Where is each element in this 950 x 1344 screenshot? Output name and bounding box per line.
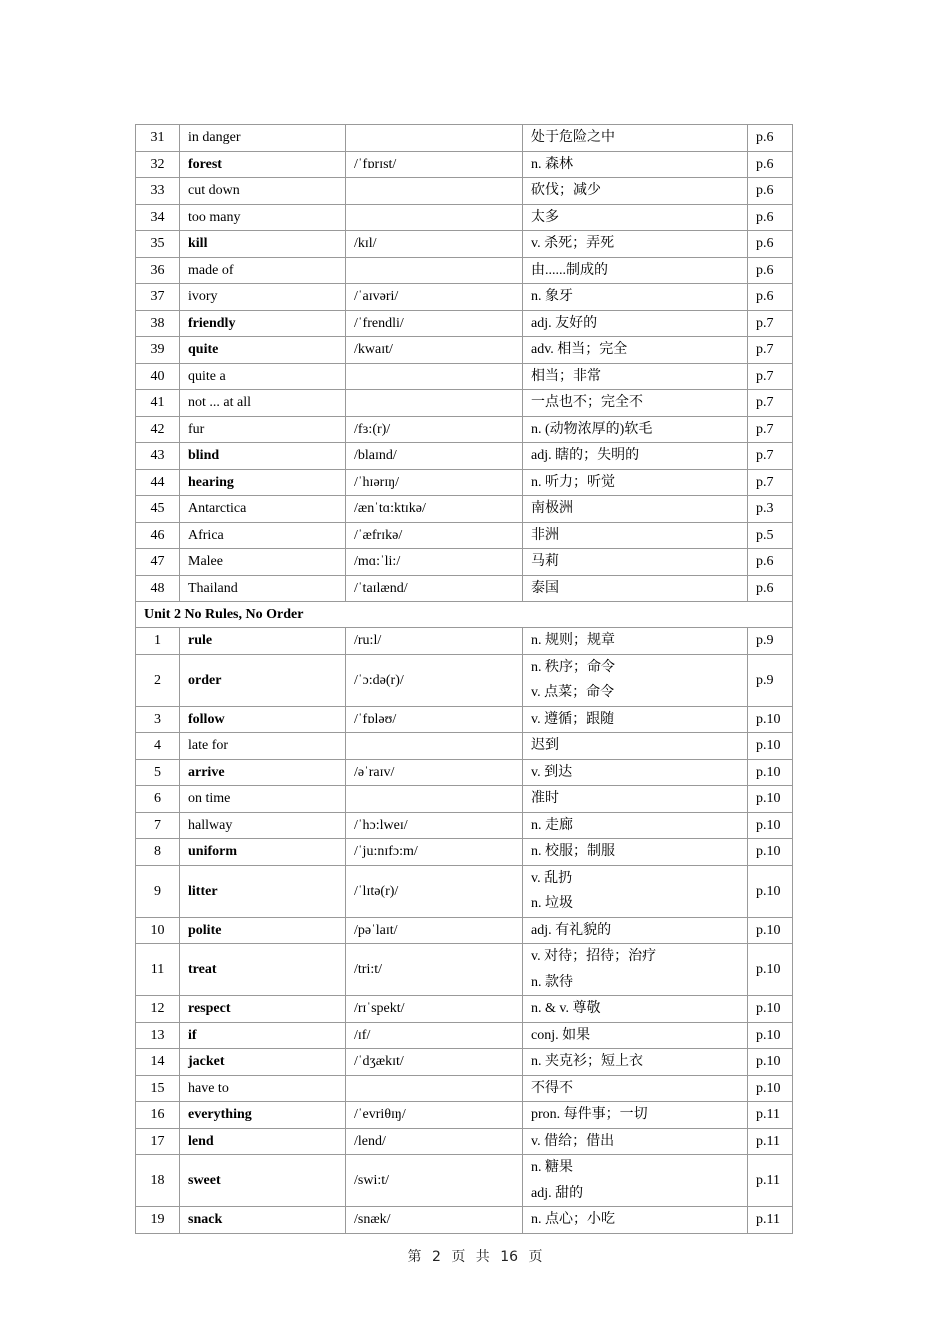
table-row bbox=[136, 944, 793, 996]
row-number: 6 bbox=[136, 786, 180, 813]
row-page-ref: p.11 bbox=[748, 1102, 793, 1129]
meaning-line: 相当；非常 bbox=[531, 368, 601, 384]
row-word: hearing bbox=[180, 469, 346, 496]
row-word: respect bbox=[180, 996, 346, 1023]
unit-header-section bbox=[136, 602, 793, 628]
row-word: too many bbox=[180, 204, 346, 231]
row-page-ref: p.11 bbox=[748, 1155, 793, 1207]
row-word: on time bbox=[180, 786, 346, 813]
row-page-ref: p.11 bbox=[748, 1207, 793, 1234]
meaning-line: 由......制成的 bbox=[531, 262, 608, 278]
meaning-line: v. 到达 bbox=[531, 764, 573, 780]
row-page-ref: p.10 bbox=[748, 759, 793, 786]
row-page-ref: p.10 bbox=[748, 1075, 793, 1102]
row-number: 1 bbox=[136, 628, 180, 655]
meaning-line: n. 走廊 bbox=[531, 817, 573, 833]
row-number: 40 bbox=[136, 363, 180, 390]
row-phonetic bbox=[346, 1075, 523, 1102]
row-page-ref: p.5 bbox=[748, 522, 793, 549]
row-number: 12 bbox=[136, 996, 180, 1023]
row-number: 9 bbox=[136, 865, 180, 917]
meaning-line: n. 校服；制服 bbox=[531, 844, 615, 859]
row-number: 38 bbox=[136, 310, 180, 337]
row-phonetic bbox=[346, 204, 523, 231]
meaning-line: n. 听力；听觉 bbox=[531, 474, 615, 490]
row-page-ref: p.7 bbox=[748, 443, 793, 470]
meaning-line: conj. 如果 bbox=[531, 1027, 591, 1043]
row-phonetic: /swi:t/ bbox=[346, 1155, 523, 1207]
row-meaning bbox=[523, 231, 748, 258]
meaning-line: 太多 bbox=[531, 209, 559, 225]
footer-total-pages: 16 bbox=[500, 1249, 519, 1265]
row-word: in danger bbox=[180, 125, 346, 152]
row-phonetic bbox=[346, 178, 523, 205]
row-meaning bbox=[523, 522, 748, 549]
row-number: 35 bbox=[136, 231, 180, 258]
row-meaning bbox=[523, 996, 748, 1023]
row-page-ref: p.6 bbox=[748, 204, 793, 231]
row-number: 5 bbox=[136, 759, 180, 786]
row-number: 11 bbox=[136, 944, 180, 996]
row-page-ref: p.10 bbox=[748, 812, 793, 839]
meaning-line: n. 点心；小吃 bbox=[531, 1212, 615, 1227]
table-row bbox=[136, 125, 793, 152]
row-phonetic: /tri:t/ bbox=[346, 944, 523, 996]
meaning-line: adv. 相当；完全 bbox=[531, 342, 628, 357]
table-row bbox=[136, 151, 793, 178]
row-meaning bbox=[523, 1155, 748, 1207]
row-meaning bbox=[523, 363, 748, 390]
table-row bbox=[136, 549, 793, 576]
row-phonetic: /ˈlɪtə(r)/ bbox=[346, 865, 523, 917]
row-word: have to bbox=[180, 1075, 346, 1102]
row-page-ref: p.11 bbox=[748, 1128, 793, 1155]
row-word: follow bbox=[180, 706, 346, 733]
table-row bbox=[136, 865, 793, 917]
row-meaning bbox=[523, 865, 748, 917]
row-number: 3 bbox=[136, 706, 180, 733]
meaning-line: 南极洲 bbox=[531, 501, 573, 516]
row-meaning bbox=[523, 1075, 748, 1102]
row-word: litter bbox=[180, 865, 346, 917]
meaning-line: pron. 每件事；一切 bbox=[531, 1107, 648, 1122]
meaning-line: adj. 友好的 bbox=[531, 315, 598, 331]
row-phonetic bbox=[346, 733, 523, 760]
footer-suffix: 页 bbox=[528, 1249, 543, 1265]
row-meaning bbox=[523, 337, 748, 364]
table-row bbox=[136, 839, 793, 866]
table-row bbox=[136, 1102, 793, 1129]
meaning-line: v. 对待；招待；治疗 bbox=[531, 949, 657, 964]
row-page-ref: p.6 bbox=[748, 178, 793, 205]
meaning-line: v. 借给；借出 bbox=[531, 1133, 615, 1149]
row-page-ref: p.10 bbox=[748, 944, 793, 996]
row-number: 32 bbox=[136, 151, 180, 178]
row-meaning bbox=[523, 178, 748, 205]
row-page-ref: p.10 bbox=[748, 865, 793, 917]
vocabulary-table bbox=[135, 124, 793, 1234]
row-page-ref: p.10 bbox=[748, 1049, 793, 1076]
meaning-line: 一点也不；完全不 bbox=[531, 395, 643, 410]
row-phonetic: /kɪl/ bbox=[346, 231, 523, 258]
row-meaning bbox=[523, 944, 748, 996]
row-number: 7 bbox=[136, 812, 180, 839]
row-phonetic bbox=[346, 786, 523, 813]
table-row bbox=[136, 231, 793, 258]
meaning-line: 准时 bbox=[531, 791, 559, 806]
row-word: jacket bbox=[180, 1049, 346, 1076]
vocab-rows-unit2 bbox=[136, 628, 793, 1234]
row-word: Africa bbox=[180, 522, 346, 549]
row-page-ref: p.10 bbox=[748, 917, 793, 944]
row-number: 46 bbox=[136, 522, 180, 549]
unit-title: Unit 2 No Rules, No Order bbox=[136, 602, 793, 628]
row-number: 4 bbox=[136, 733, 180, 760]
row-meaning bbox=[523, 284, 748, 311]
row-phonetic: /ɪf/ bbox=[346, 1022, 523, 1049]
row-word: arrive bbox=[180, 759, 346, 786]
table-row bbox=[136, 996, 793, 1023]
row-meaning bbox=[523, 917, 748, 944]
table-row bbox=[136, 759, 793, 786]
row-meaning bbox=[523, 812, 748, 839]
meaning-line: v. 杀死；弄死 bbox=[531, 236, 615, 251]
row-word: lend bbox=[180, 1128, 346, 1155]
row-number: 15 bbox=[136, 1075, 180, 1102]
page-footer bbox=[0, 1246, 950, 1266]
row-meaning bbox=[523, 1049, 748, 1076]
row-word: hallway bbox=[180, 812, 346, 839]
row-page-ref: p.7 bbox=[748, 416, 793, 443]
row-number: 42 bbox=[136, 416, 180, 443]
meaning-line: n. 垃圾 bbox=[531, 896, 573, 911]
row-word: cut down bbox=[180, 178, 346, 205]
table-row bbox=[136, 522, 793, 549]
table-row bbox=[136, 284, 793, 311]
table-row bbox=[136, 363, 793, 390]
row-meaning bbox=[523, 443, 748, 470]
table-row bbox=[136, 654, 793, 706]
row-meaning bbox=[523, 628, 748, 655]
row-phonetic: /pəˈlaɪt/ bbox=[346, 917, 523, 944]
row-phonetic bbox=[346, 125, 523, 152]
table-row bbox=[136, 706, 793, 733]
row-word: blind bbox=[180, 443, 346, 470]
row-number: 48 bbox=[136, 575, 180, 602]
row-phonetic: /ˈɔ:də(r)/ bbox=[346, 654, 523, 706]
row-phonetic: /ˈju:nɪfɔ:m/ bbox=[346, 839, 523, 866]
row-page-ref: p.7 bbox=[748, 310, 793, 337]
row-phonetic: /ˈfɒləʊ/ bbox=[346, 706, 523, 733]
row-word: everything bbox=[180, 1102, 346, 1129]
row-word: kill bbox=[180, 231, 346, 258]
meaning-line: 砍伐；减少 bbox=[531, 183, 601, 198]
meaning-line: v. 乱扔 bbox=[531, 870, 573, 886]
row-word: forest bbox=[180, 151, 346, 178]
table-row bbox=[136, 1049, 793, 1076]
row-phonetic: /əˈraɪv/ bbox=[346, 759, 523, 786]
table-row bbox=[136, 443, 793, 470]
row-page-ref: p.7 bbox=[748, 390, 793, 417]
row-phonetic bbox=[346, 257, 523, 284]
meaning-line: n. 规则；规章 bbox=[531, 633, 615, 648]
row-meaning bbox=[523, 416, 748, 443]
table-row bbox=[136, 178, 793, 205]
row-meaning bbox=[523, 786, 748, 813]
row-meaning bbox=[523, 1102, 748, 1129]
row-page-ref: p.6 bbox=[748, 151, 793, 178]
row-page-ref: p.3 bbox=[748, 496, 793, 523]
table-row bbox=[136, 337, 793, 364]
row-meaning bbox=[523, 1207, 748, 1234]
row-meaning bbox=[523, 839, 748, 866]
footer-mid1: 页 bbox=[451, 1249, 466, 1265]
row-word: friendly bbox=[180, 310, 346, 337]
row-word: Thailand bbox=[180, 575, 346, 602]
table-row bbox=[136, 390, 793, 417]
row-word: quite a bbox=[180, 363, 346, 390]
row-meaning bbox=[523, 151, 748, 178]
row-meaning bbox=[523, 733, 748, 760]
meaning-line: 马莉 bbox=[531, 554, 559, 569]
meaning-line: n. 象牙 bbox=[531, 289, 573, 304]
row-page-ref: p.9 bbox=[748, 654, 793, 706]
vocab-rows-unit1 bbox=[136, 125, 793, 602]
meaning-line: v. 点菜；命令 bbox=[531, 685, 615, 700]
table-row bbox=[136, 1155, 793, 1207]
table-row bbox=[136, 628, 793, 655]
row-number: 2 bbox=[136, 654, 180, 706]
row-phonetic: /snæk/ bbox=[346, 1207, 523, 1234]
meaning-line: n. 糖果 bbox=[531, 1160, 573, 1175]
row-phonetic: /ru:l/ bbox=[346, 628, 523, 655]
table-row bbox=[136, 575, 793, 602]
table-row bbox=[136, 1207, 793, 1234]
row-meaning bbox=[523, 390, 748, 417]
row-number: 34 bbox=[136, 204, 180, 231]
table-row bbox=[136, 496, 793, 523]
row-meaning bbox=[523, 706, 748, 733]
row-number: 31 bbox=[136, 125, 180, 152]
row-meaning bbox=[523, 549, 748, 576]
row-number: 18 bbox=[136, 1155, 180, 1207]
row-phonetic: /ˈæfrɪkə/ bbox=[346, 522, 523, 549]
row-number: 39 bbox=[136, 337, 180, 364]
table-row bbox=[136, 257, 793, 284]
row-page-ref: p.6 bbox=[748, 284, 793, 311]
row-phonetic bbox=[346, 390, 523, 417]
row-page-ref: p.10 bbox=[748, 839, 793, 866]
row-page-ref: p.6 bbox=[748, 231, 793, 258]
row-phonetic: /ˈaɪvəri/ bbox=[346, 284, 523, 311]
row-page-ref: p.10 bbox=[748, 706, 793, 733]
row-page-ref: p.7 bbox=[748, 469, 793, 496]
row-phonetic: /blaɪnd/ bbox=[346, 443, 523, 470]
row-number: 17 bbox=[136, 1128, 180, 1155]
meaning-line: adj. 甜的 bbox=[531, 1185, 584, 1201]
table-row bbox=[136, 917, 793, 944]
table-row bbox=[136, 469, 793, 496]
row-number: 36 bbox=[136, 257, 180, 284]
row-page-ref: p.6 bbox=[748, 575, 793, 602]
row-word: Malee bbox=[180, 549, 346, 576]
row-page-ref: p.6 bbox=[748, 549, 793, 576]
row-number: 10 bbox=[136, 917, 180, 944]
row-phonetic: /kwaɪt/ bbox=[346, 337, 523, 364]
row-page-ref: p.10 bbox=[748, 996, 793, 1023]
row-number: 41 bbox=[136, 390, 180, 417]
row-phonetic: /lend/ bbox=[346, 1128, 523, 1155]
row-page-ref: p.7 bbox=[748, 337, 793, 364]
row-word: order bbox=[180, 654, 346, 706]
meaning-line: adj. 瞎的；失明的 bbox=[531, 448, 640, 463]
row-page-ref: p.9 bbox=[748, 628, 793, 655]
row-phonetic: /rɪˈspekt/ bbox=[346, 996, 523, 1023]
row-meaning bbox=[523, 469, 748, 496]
meaning-line: 非洲 bbox=[531, 527, 559, 543]
row-meaning bbox=[523, 575, 748, 602]
row-page-ref: p.6 bbox=[748, 257, 793, 284]
row-number: 16 bbox=[136, 1102, 180, 1129]
row-word: made of bbox=[180, 257, 346, 284]
row-phonetic: /fɜ:(r)/ bbox=[346, 416, 523, 443]
table-row bbox=[136, 812, 793, 839]
meaning-line: n. (动物浓厚的)软毛 bbox=[531, 421, 653, 437]
table-row bbox=[136, 1128, 793, 1155]
row-meaning bbox=[523, 204, 748, 231]
row-word: sweet bbox=[180, 1155, 346, 1207]
row-number: 19 bbox=[136, 1207, 180, 1234]
row-phonetic: /ˈhɔ:lweɪ/ bbox=[346, 812, 523, 839]
row-phonetic: /ˈhɪərɪŋ/ bbox=[346, 469, 523, 496]
row-number: 37 bbox=[136, 284, 180, 311]
row-number: 45 bbox=[136, 496, 180, 523]
row-phonetic: /ˈdʒækɪt/ bbox=[346, 1049, 523, 1076]
footer-page-number: 2 bbox=[431, 1249, 441, 1265]
table-row bbox=[136, 416, 793, 443]
row-word: uniform bbox=[180, 839, 346, 866]
meaning-line: n. 森林 bbox=[531, 156, 573, 172]
row-page-ref: p.10 bbox=[748, 1022, 793, 1049]
meaning-line: 处于危险之中 bbox=[531, 130, 615, 145]
row-word: ivory bbox=[180, 284, 346, 311]
row-phonetic: /ˈfrendli/ bbox=[346, 310, 523, 337]
row-word: not ... at all bbox=[180, 390, 346, 417]
row-number: 47 bbox=[136, 549, 180, 576]
meaning-line: n. 夹克衫；短上衣 bbox=[531, 1054, 643, 1069]
row-number: 13 bbox=[136, 1022, 180, 1049]
row-word: snack bbox=[180, 1207, 346, 1234]
row-word: polite bbox=[180, 917, 346, 944]
table-row bbox=[136, 1075, 793, 1102]
row-meaning bbox=[523, 654, 748, 706]
meaning-line: 泰国 bbox=[531, 580, 559, 596]
meaning-line: v. 遵循；跟随 bbox=[531, 711, 615, 727]
row-meaning bbox=[523, 125, 748, 152]
row-number: 44 bbox=[136, 469, 180, 496]
row-meaning bbox=[523, 1022, 748, 1049]
row-word: if bbox=[180, 1022, 346, 1049]
row-phonetic: /ˈtaɪlænd/ bbox=[346, 575, 523, 602]
meaning-line: 迟到 bbox=[531, 738, 559, 753]
row-word: fur bbox=[180, 416, 346, 443]
row-word: late for bbox=[180, 733, 346, 760]
unit-header-row bbox=[136, 602, 793, 628]
row-phonetic: /ænˈtɑ:ktɪkə/ bbox=[346, 496, 523, 523]
row-number: 43 bbox=[136, 443, 180, 470]
footer-mid2: 共 bbox=[475, 1249, 490, 1265]
table-row bbox=[136, 1022, 793, 1049]
row-number: 8 bbox=[136, 839, 180, 866]
row-phonetic: /ˈfɒrɪst/ bbox=[346, 151, 523, 178]
row-meaning bbox=[523, 1128, 748, 1155]
table-row bbox=[136, 733, 793, 760]
meaning-line: n. & v. 尊敬 bbox=[531, 1001, 601, 1016]
meaning-line: 不得不 bbox=[531, 1080, 573, 1096]
row-word: treat bbox=[180, 944, 346, 996]
meaning-line: adj. 有礼貌的 bbox=[531, 922, 612, 938]
meaning-line: n. 款待 bbox=[531, 974, 573, 990]
row-word: rule bbox=[180, 628, 346, 655]
row-phonetic: /mɑ:ˈli:/ bbox=[346, 549, 523, 576]
row-word: quite bbox=[180, 337, 346, 364]
row-number: 14 bbox=[136, 1049, 180, 1076]
row-page-ref: p.7 bbox=[748, 363, 793, 390]
row-phonetic: /ˈevriθɪŋ/ bbox=[346, 1102, 523, 1129]
row-phonetic bbox=[346, 363, 523, 390]
row-number: 33 bbox=[136, 178, 180, 205]
row-meaning bbox=[523, 496, 748, 523]
row-meaning bbox=[523, 310, 748, 337]
row-page-ref: p.10 bbox=[748, 733, 793, 760]
row-word: Antarctica bbox=[180, 496, 346, 523]
table-row bbox=[136, 310, 793, 337]
meaning-line: n. 秩序；命令 bbox=[531, 659, 615, 675]
row-meaning bbox=[523, 257, 748, 284]
row-page-ref: p.6 bbox=[748, 125, 793, 152]
row-page-ref: p.10 bbox=[748, 786, 793, 813]
table-row bbox=[136, 786, 793, 813]
footer-prefix: 第 bbox=[407, 1249, 422, 1265]
table-row bbox=[136, 204, 793, 231]
row-meaning bbox=[523, 759, 748, 786]
